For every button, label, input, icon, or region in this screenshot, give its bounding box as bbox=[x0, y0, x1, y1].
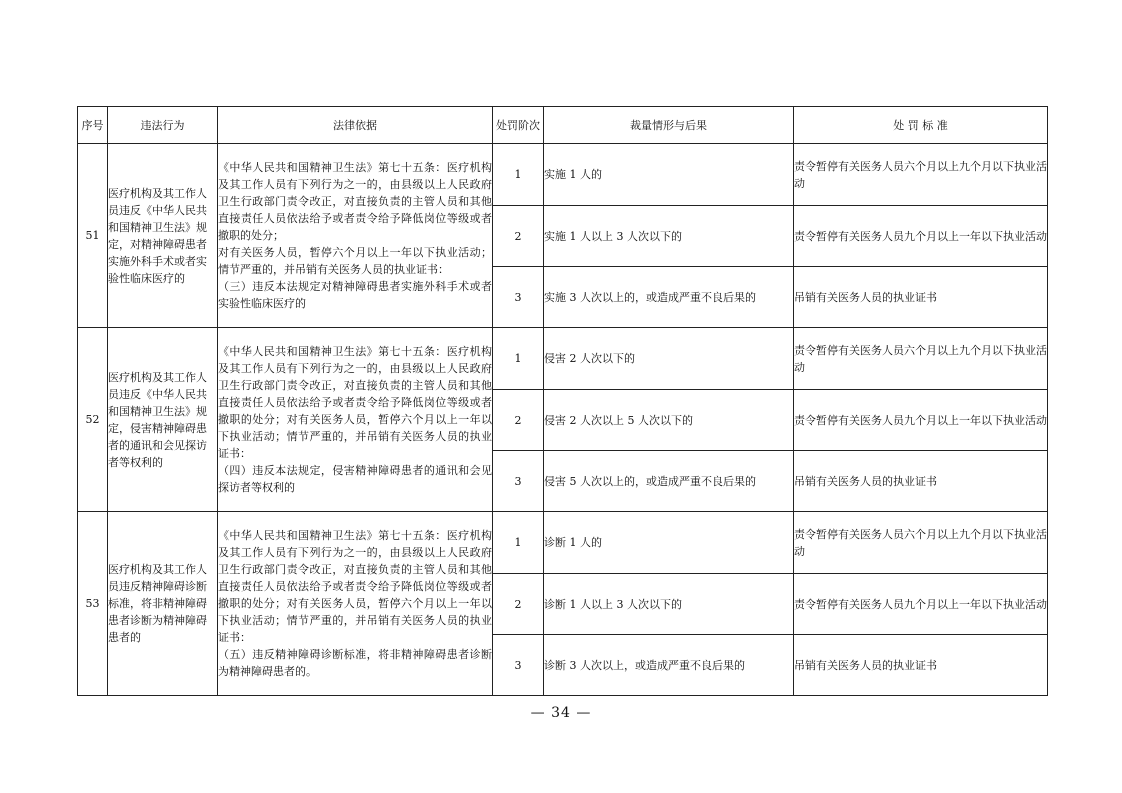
penalty-standard: 责令暂停有关医务人员六个月以上九个月以下执业活动 bbox=[794, 512, 1048, 574]
penalty-standard: 吊销有关医务人员的执业证书 bbox=[794, 267, 1048, 328]
row-number: 51 bbox=[78, 144, 108, 328]
page-number: — 34 — bbox=[530, 705, 592, 721]
legal-basis-paragraph: 《中华人民共和国精神卫生法》第七十五条：医疗机构及其工作人员有下列行为之一的，由县级以上人民政府卫生行政部门责令改正，对直接负责的主管人员和其他直接责任人员依法给予或者责令给予降低岗位等级或者撤职的处分； bbox=[218, 161, 492, 242]
header-basis: 法律依据 bbox=[218, 107, 493, 144]
legal-basis-paragraph: 《中华人民共和国精神卫生法》第七十五条：医疗机构及其工作人员有下列行为之一的，由县级以上人民政府卫生行政部门责令改正，对直接负责的主管人员和其他直接责任人员依法给予或者责令给予降低岗位等级或者撤职的处分；对有关医务人员，暂停六个月以上一年以下执业活动；情节严重的，并吊销有关医务人员的执业证书： bbox=[218, 345, 492, 460]
legal-basis bbox=[218, 328, 493, 512]
header-row bbox=[78, 107, 1048, 144]
penalty-level: 1 bbox=[493, 512, 544, 574]
legal-basis-paragraph: （三）违反本法规定对精神障碍患者实施外科手术或者实验性临床医疗的 bbox=[218, 280, 492, 310]
penalty-level: 1 bbox=[493, 144, 544, 206]
circumstance: 实施 1 人以上 3 人次以下的 bbox=[544, 206, 794, 267]
violation-act: 医疗机构及其工作人员违反《中华人民共和国精神卫生法》规定，对精神障碍患者实施外科手术或者实验性临床医疗的 bbox=[108, 144, 218, 328]
penalty-level: 3 bbox=[493, 451, 544, 512]
penalty-standard: 责令暂停有关医务人员六个月以上九个月以下执业活动 bbox=[794, 328, 1048, 390]
penalty-level: 3 bbox=[493, 267, 544, 328]
violation-act: 医疗机构及其工作人员违反精神障碍诊断标准，将非精神障碍患者诊断为精神障碍患者的 bbox=[108, 512, 218, 696]
table-row bbox=[78, 512, 1048, 574]
penalty-level: 2 bbox=[493, 390, 544, 451]
penalty-standard: 责令暂停有关医务人员九个月以上一年以下执业活动 bbox=[794, 574, 1048, 635]
penalty-standard: 责令暂停有关医务人员九个月以上一年以下执业活动 bbox=[794, 206, 1048, 267]
penalty-standard: 责令暂停有关医务人员六个月以上九个月以下执业活动 bbox=[794, 144, 1048, 206]
table-row bbox=[78, 328, 1048, 390]
header-act: 违法行为 bbox=[108, 107, 218, 144]
header-circumstance: 裁量情形与后果 bbox=[544, 107, 794, 144]
legal-basis bbox=[218, 512, 493, 696]
header-seq: 序号 bbox=[78, 107, 108, 144]
table-row bbox=[78, 144, 1048, 206]
penalty-standard: 吊销有关医务人员的执业证书 bbox=[794, 635, 1048, 696]
circumstance: 实施 3 人次以上的，或造成严重不良后果的 bbox=[544, 267, 794, 328]
circumstance: 诊断 1 人的 bbox=[544, 512, 794, 574]
circumstance: 侵害 2 人次以下的 bbox=[544, 328, 794, 390]
legal-basis-paragraph: 对有关医务人员，暂停六个月以上一年以下执业活动；情节严重的，并吊销有关医务人员的执业证书： bbox=[218, 246, 492, 276]
penalty-level: 2 bbox=[493, 206, 544, 267]
row-number: 53 bbox=[78, 512, 108, 696]
circumstance: 侵害 5 人次以上的，或造成严重不良后果的 bbox=[544, 451, 794, 512]
header-standard: 处 罚 标 准 bbox=[794, 107, 1048, 144]
legal-basis bbox=[218, 144, 493, 328]
circumstance: 诊断 1 人以上 3 人次以下的 bbox=[544, 574, 794, 635]
circumstance: 侵害 2 人次以上 5 人次以下的 bbox=[544, 390, 794, 451]
legal-basis-paragraph: （四）违反本法规定，侵害精神障碍患者的通讯和会见探访者等权利的 bbox=[218, 464, 492, 494]
penalty-level: 3 bbox=[493, 635, 544, 696]
row-number: 52 bbox=[78, 328, 108, 512]
penalty-level: 1 bbox=[493, 328, 544, 390]
penalty-level: 2 bbox=[493, 574, 544, 635]
circumstance: 实施 1 人的 bbox=[544, 144, 794, 206]
legal-basis-paragraph: 《中华人民共和国精神卫生法》第七十五条：医疗机构及其工作人员有下列行为之一的，由县级以上人民政府卫生行政部门责令改正，对直接负责的主管人员和其他直接责任人员依法给予或者责令给予降低岗位等级或者撤职的处分；对有关医务人员，暂停六个月以上一年以下执业活动；情节严重的，并吊销有关医务人员的执业证书： bbox=[218, 529, 492, 644]
violation-act: 医疗机构及其工作人员违反《中华人民共和国精神卫生法》规定，侵害精神障碍患者的通讯和会见探访者等权利的 bbox=[108, 328, 218, 512]
penalty-standard: 吊销有关医务人员的执业证书 bbox=[794, 451, 1048, 512]
penalty-table bbox=[77, 106, 1048, 696]
header-level: 处罚阶次 bbox=[493, 107, 544, 144]
penalty-standard: 责令暂停有关医务人员九个月以上一年以下执业活动 bbox=[794, 390, 1048, 451]
legal-basis-paragraph: （五）违反精神障碍诊断标准，将非精神障碍患者诊断为精神障碍患者的。 bbox=[218, 648, 492, 678]
circumstance: 诊断 3 人次以上，或造成严重不良后果的 bbox=[544, 635, 794, 696]
